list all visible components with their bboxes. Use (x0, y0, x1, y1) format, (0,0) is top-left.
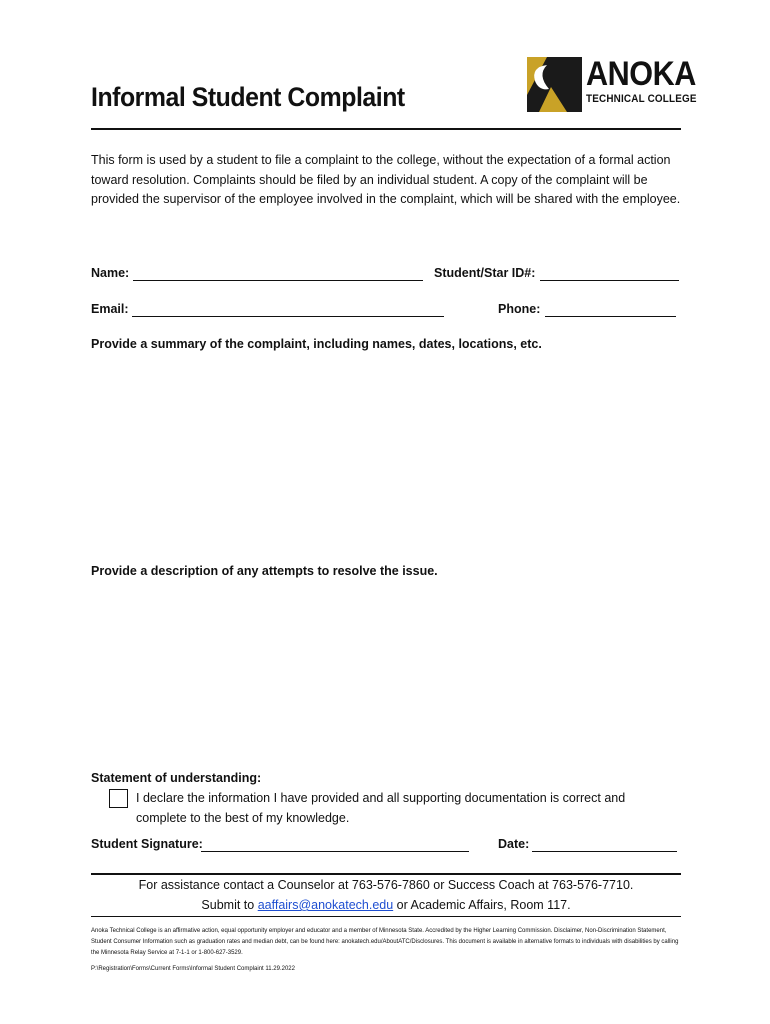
disclaimer-text: Anoka Technical College is an affirmative action, equal opportunity employer and educator and a member of Minnesota State. Accredited by the Higher Learning Commission. Disclaimer, Non-Discrimination Statement, Student Consumer Information such as graduation rates and median debt, can be found here: anokatech.edu/AboutATC/Disclosures. This document is available in alternative formats to individuals with disabilities by calling the Minnesota Relay Service at 7-1-1 or 1-800-627-3529. (91, 928, 679, 956)
declaration-text: I declare the information I have provided and all supporting documentation is correct and complete to the best of my knowledge. (136, 791, 626, 825)
assistance-top-divider (91, 873, 681, 875)
statement-heading: Statement of understanding: (91, 771, 262, 785)
logo-subtitle: TECHNICAL COLLEGE (586, 93, 697, 105)
phone-field[interactable] (545, 316, 676, 317)
header-divider (91, 128, 681, 130)
submit-prefix: Submit to (201, 898, 258, 912)
submit-suffix: or Academic Affairs, Room 117. (393, 898, 571, 912)
summary-prompt: Provide a summary of the complaint, including names, dates, locations, etc. (91, 337, 542, 351)
date-label: Date: (498, 837, 530, 851)
name-field[interactable] (133, 280, 423, 281)
phone-label: Phone: (498, 302, 541, 316)
signature-label: Student Signature: (91, 837, 203, 851)
logo-wordmark: ANOKA (586, 55, 696, 93)
attempts-text-area[interactable] (91, 586, 681, 766)
email-link[interactable]: aaffairs@anokatech.edu (257, 898, 394, 912)
attempts-prompt: Provide a description of any attempts to resolve the issue. (91, 564, 438, 578)
form-title: Informal Student Complaint (91, 82, 405, 112)
email-label: Email: (91, 302, 129, 316)
intro-paragraph: This form is used by a student to file a complaint to the college, without the expectation of a formal action toward resolution. Complaints should be filed by an individual student. A copy of the complaint will be provided the supervisor of the employee involved in the complaint, which will be shared with the employee. (91, 153, 681, 206)
file-path: P:\Registration\Forms\Current Forms\Informal Student Complaint 11.29.2022 (91, 966, 295, 972)
student-id-field[interactable] (540, 280, 679, 281)
student-id-label: Student/Star ID#: (434, 266, 536, 280)
declaration-checkbox[interactable] (109, 789, 128, 808)
anoka-logo (527, 55, 697, 112)
email-field[interactable] (132, 316, 444, 317)
signature-field[interactable] (201, 851, 469, 852)
footer-divider (91, 916, 681, 917)
summary-text-area[interactable] (91, 360, 681, 555)
name-label: Name: (91, 266, 130, 280)
anoka-emblem-icon (527, 57, 582, 112)
assistance-line-2 (91, 896, 681, 915)
date-field[interactable] (532, 851, 677, 852)
assistance-line-1: For assistance contact a Counselor at 763-576-7860 or Success Coach at 763-576-7710. (138, 878, 634, 892)
